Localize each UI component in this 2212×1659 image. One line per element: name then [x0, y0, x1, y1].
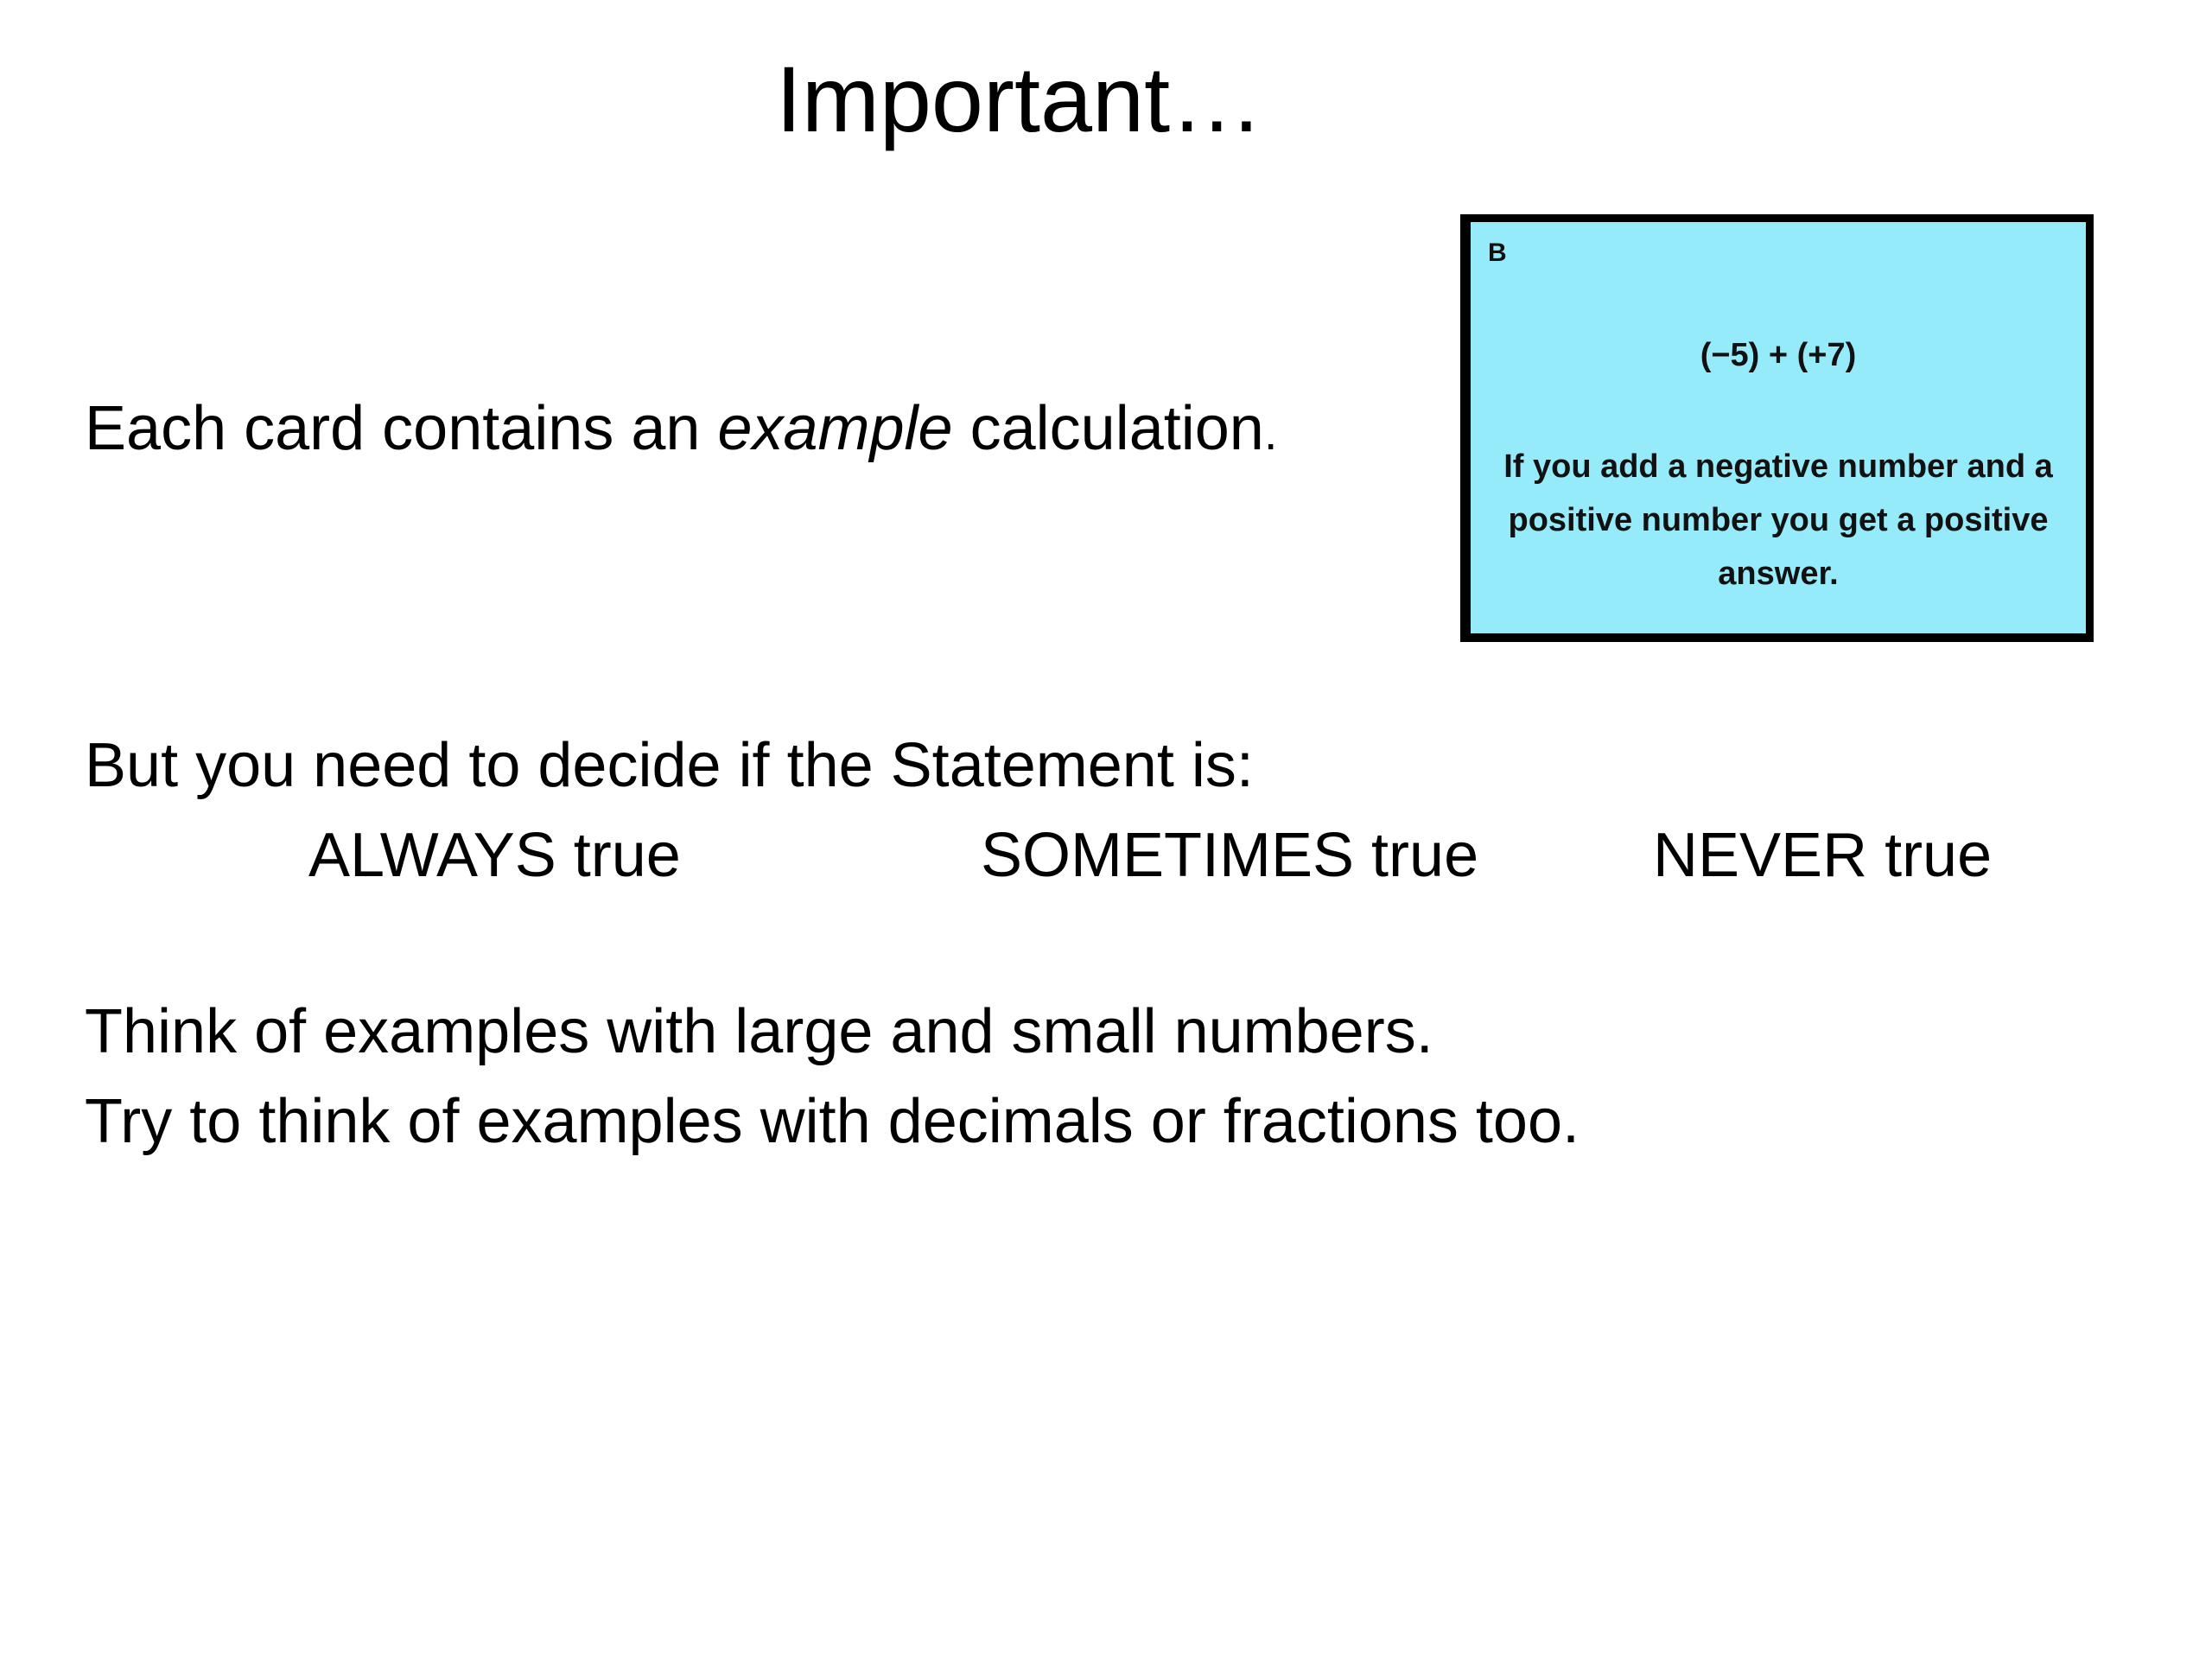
intro-text-after: calculation	[952, 394, 1264, 463]
card-calculation: (−5) + (+7)	[1700, 337, 1857, 373]
tip-large-small: Think of examples with large and small numbers.	[85, 997, 1433, 1066]
slide-title: Important…	[775, 47, 1264, 151]
option-never: NEVER true	[1653, 821, 1993, 890]
intro-period: .	[1263, 405, 1278, 460]
tip-decimals-fractions: Try to think of examples with decimals or fractions too.	[85, 1087, 1580, 1156]
decide-prompt: But you need to decide if the Statement is:	[85, 731, 1254, 800]
intro-line	[85, 385, 1277, 476]
option-always: ALWAYS true	[308, 821, 681, 890]
card-letter: B	[1488, 238, 1507, 267]
example-card	[1460, 214, 2094, 642]
intro-text-before: Each card contains an	[85, 394, 718, 463]
intro-emphasis: example	[717, 394, 953, 463]
option-sometimes: SOMETIMES true	[981, 821, 1479, 890]
card-statement: If you add a negative number and a positive number you get a positive answer.	[1503, 448, 2053, 592]
